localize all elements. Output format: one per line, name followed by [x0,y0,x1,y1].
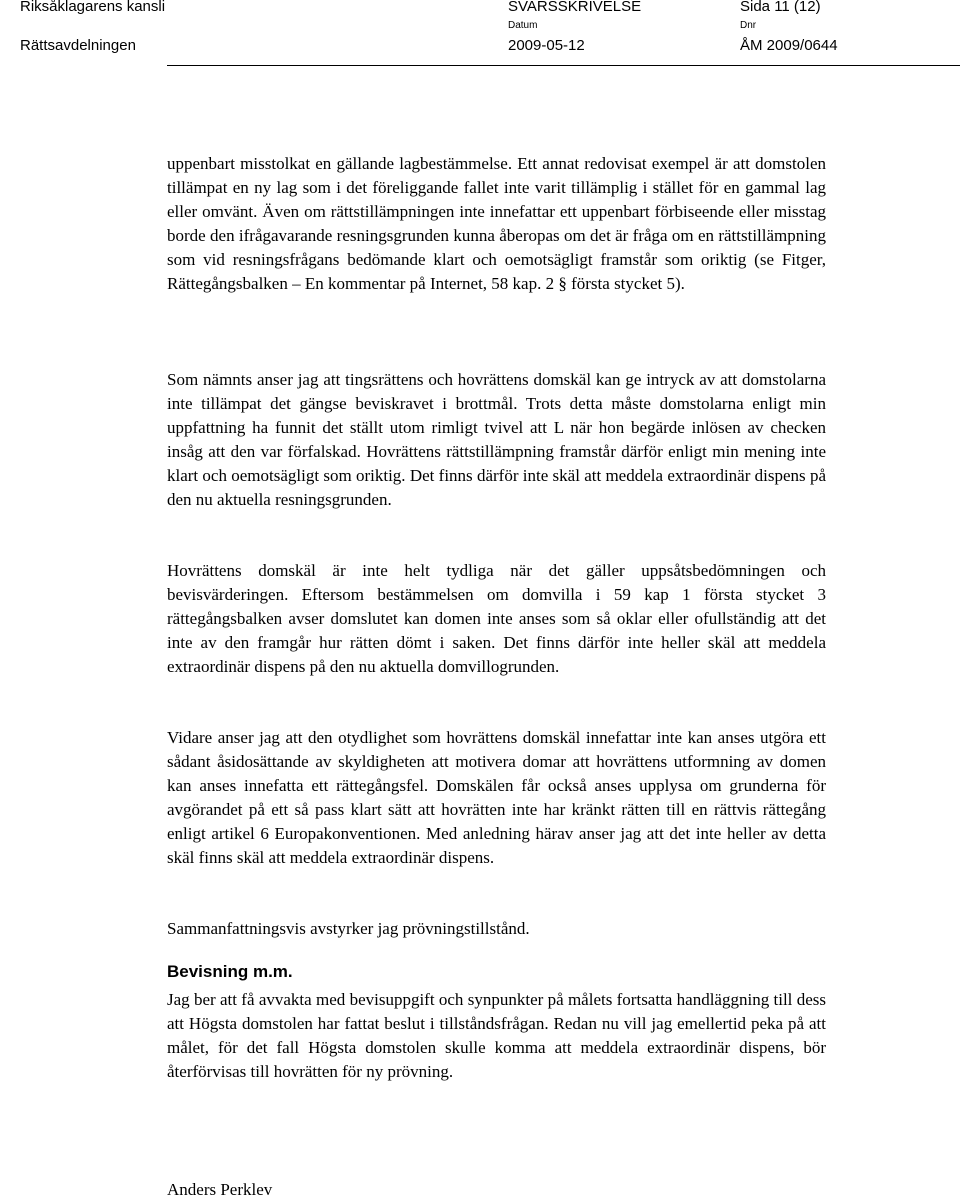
page-number: Sida 11 (12) [740,0,821,15]
date-value: 2009-05-12 [508,37,585,54]
dnr-label: Dnr [740,20,757,31]
section-paragraph: Jag ber att få avvakta med bevisuppgift och synpunkter på målets fortsatta handläggning till dess att Högsta domstolen har fattat beslut i tillståndsfrågan. Redan nu vill jag emellertid peka på att målet, för det fall Högsta domstolen skulle komma att meddela extraordinär dispens, bör återförvisas till hovrätten för ny prövning. [167,990,826,1081]
section-heading: Bevisning m.m. [167,962,293,981]
document-type: SVARSSKRIVELSE [508,0,642,15]
header-divider [167,65,960,66]
dnr-value: ÅM 2009/0644 [740,37,838,54]
paragraph-4: Vidare anser jag att den otydlighet som hovrättens domskäl innefattar inte kan anses utgöra ett sådant åsidosättande av skyldigheten att motivera domar att hovrättens utformning av domen kan anses innefatta ett rättegångsfel. Domskälen får också anses upplysa om grunderna för avgörandet på ett så pass klart sätt att hovrätten inte har kränkt rätten till en rättvis rättegång enligt artikel 6 Europakonventionen. Med anledning härav anser jag att det inte heller av detta skäl finns skäl att meddela extraordinär dispens. [167,728,826,867]
paragraph-5: Sammanfattningsvis avstyrker jag prövningstillstånd. [167,919,530,938]
paragraph-1: uppenbart misstolkat en gällande lagbestämmelse. Ett annat redovisat exempel är att domstolen tillämpat en ny lag som i det föreliggande fallet inte varit tillämplig i stället för en gammal lag eller omvänt. Även om rättstillämpningen inte innefattar ett uppenbart förbiseende eller misstag borde den ifrågavarande resningsgrunden kunna åberopas om det är fråga om en rättstillämpning som vid resningsfrågans bedömande klart och oemotsägligt framstår som oriktig (se Fitger, Rättegångsbalken – En kommentar på Internet, 58 kap. 2 § första stycket 5). [167,154,826,293]
paragraph-3: Hovrättens domskäl är inte helt tydliga när det gäller uppsåtsbedömningen och bevisvärderingen. Eftersom bestämmelsen om domvilla i 59 kap 1 första stycket 3 rättegångsbalken avser domslutet kan domen inte anses som så oklar eller ofullständig att det inte av den framgår hur rätten dömt i saken. Det finns därför inte heller skäl att meddela extraordinär dispens på den nu aktuella domvillogrunden. [167,561,826,676]
date-label: Datum [508,20,538,31]
department-name: Rättsavdelningen [20,37,136,54]
signature: Anders Perklev [167,1180,273,1199]
organization-name: Riksåklagarens kansli [20,0,166,15]
paragraph-2: Som nämnts anser jag att tingsrättens och hovrättens domskäl kan ge intryck av att domstolarna inte tillämpat det gängse beviskravet i brottmål. Trots detta måste domstolarna enligt min uppfattning ha funnit det ställt utom rimligt tvivel att L när hon begärde inlösen av checken insåg att den var förfalskad. Hovrättens rättstillämpning framstår därför enligt min mening inte klart och oemotsägligt som oriktig. Det finns därför inte skäl att meddela extraordinär dispens på den nu aktuella resningsgrunden. [167,370,826,509]
